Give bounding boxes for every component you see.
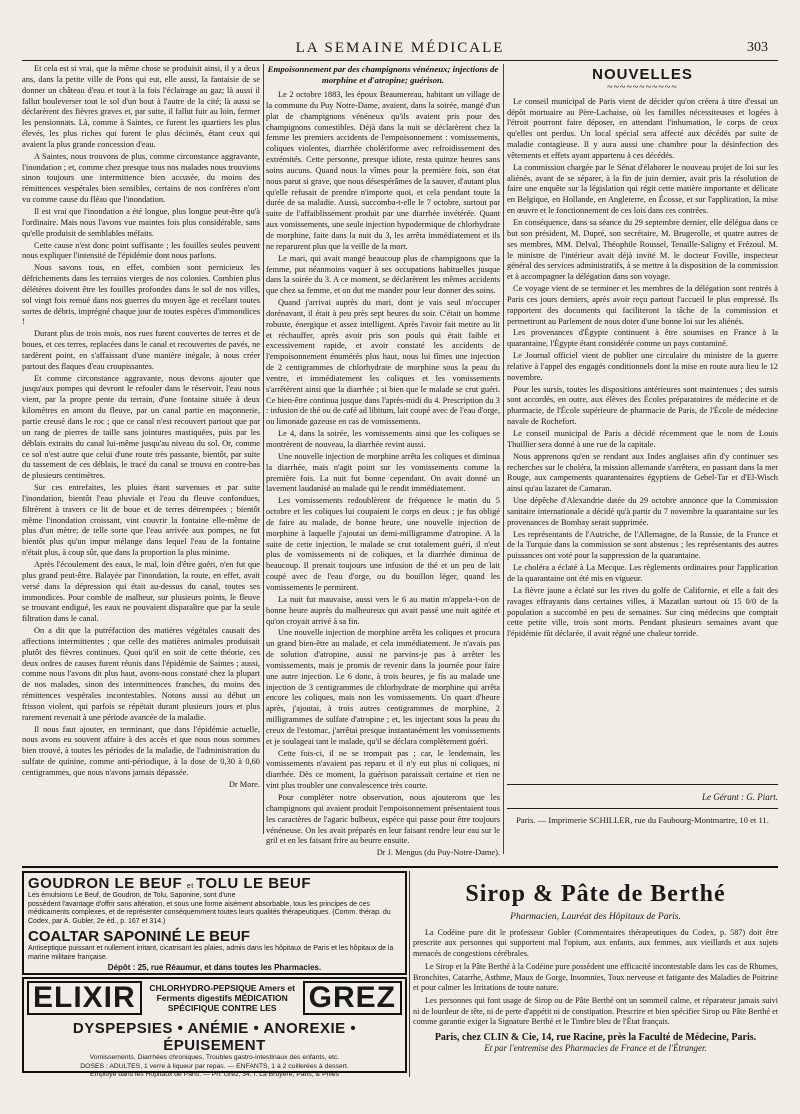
paragraph: Cette fois-ci, il ne se trompait pas ; car, le lendemain, les vomissements n'avaient pas reparu et il n'y eut plus ni coliques, ni diarrhée. Dès ce moment, la guérison paraissait certaine et rien ne vint plus troubler une convalescence très courte. <box>266 748 500 791</box>
paragraph: A Saintes, nous trouvons de plus, comme circonstance aggravante, l'inondation ; et, comme chez presque tous nos malades nous trouvions sinon toujours une intermittence bien accusée, du moins des rémittences vespérales bien sensibles, certains de nos confrères n'ont vu comme cause du fléau que l'inondation. <box>22 151 260 205</box>
ad-elixir-top <box>27 979 402 1017</box>
author-signature: Dr More. <box>228 779 260 789</box>
news-item: En conséquence, dans sa séance du 29 septembre dernier, elle délégua dans ce but son président, M. Dupré, son secrétaire, M. Brugerolle, et quatre autres de ses membres, MM. Delval, Théophile Roussel, Tenaille-Saligny et Frézoul. M. le ministre de l'intérieur avait déjà invité M. le docteur Foville, inspecteur général des services administratifs, à se mettre à la disposition de la commission et à accompagner la délégation dans son voyage. <box>507 217 778 282</box>
ad-coaltar-desc: Antiseptique puissant et nullement irritant, cicatrisant les plaies, admis dans les hôpitaux de Paris et les hôpitaux de la marine militaire française. <box>28 945 394 961</box>
news-item: Nous apprenons qu'en se rendant aux Indes anglaises afin d'y continuer ses recherches sur le choléra, la mission allemande s'arrêtera, en passant dans la mer Rouge, aux campements quarantenaires égyptiens de Gebel-Tar et d'El-Wisch ainsi qu'au lazaret de Camaran. <box>507 451 778 494</box>
ad-goudron-side: Les émulsions Le Beuf, de Goudron, de Tolu, Saponine, sont d'une <box>28 892 236 899</box>
journal-title: LA SEMAINE MÉDICALE <box>295 40 505 56</box>
news-item: La commission chargée par le Sénat d'élaborer le nouveau projet de loi sur les aliénés, avant de se séparer, à la fin de juin dernier, avait pris la résolution de faire une enquête sur la législation qui régit cette matière importante et délicate en Belgique, en Hollande, en Angleterre, en Écosse, et sur l'application, la mise en œuvre et le fonctionnement de ces lois dans ces contrées. <box>507 162 778 216</box>
news-section <box>507 64 778 780</box>
ad-grez-word: GREZ <box>303 981 402 1015</box>
ad-elixir-desc: CHLORHYDRO-PEPSIQUE Amers et Ferments digestifs MÉDICATION SPÉCIFIQUE CONTRE LES <box>149 983 295 1013</box>
column-divider-2 <box>503 64 504 854</box>
paragraph: Sur ces entrefaites, les pluies étant survenues et par suite l'inondation, bientôt l'eau pluviale et l'eau du fleuve confondues, filtrèrent à travers ce lit de boue et de terres détrempées ; bientôt même l'inondation croissant, vint couvrir la fontaine elle-même de plus d'un mètre; de telle sorte que l'eau arrivée aux pompes, ne fut bientôt plus qu'un impur mélange dans lequel l'eau de la fontaine n'était plus, à coup sûr, que dans la proportion la plus minime. <box>22 483 260 558</box>
ad-goudron-name: GOUDRON LE BEUF <box>28 875 183 892</box>
ad-goudron-depot: Dépôt : 25, rue Réaumur, et dans toutes les Pharmacies. <box>107 963 322 972</box>
ad-elixir-employ: Employé dans les Hôpitaux de Paris. — Ph. Grez, 34, r. La Bruyère, Paris, & Phies <box>90 1071 339 1078</box>
news-item: Les représentants de l'Autriche, de l'Allemagne, de la Russie, de la France et de la Turquie dans la commission se sont abstenus ; les représentants des autres puissances ont voté pour la suppression de la quarantaine. <box>507 529 778 561</box>
gerant-rule <box>507 784 778 785</box>
article-fevers-saintes <box>22 64 260 832</box>
ad-sirop-address-2: Et par l'entremise des Pharmacies de France et de l'Étranger. <box>484 1042 707 1053</box>
ad-elixir-grez <box>22 977 407 1078</box>
column-divider-1 <box>263 64 264 834</box>
ad-goudron-le-beuf <box>22 871 407 975</box>
page-header <box>0 40 800 62</box>
gerant-signature: Le Gérant : G. Piart. <box>702 792 778 802</box>
paragraph: Pour compléter notre observation, nous ajouterons que les champignons qui avaient produit l'empoisonnement présentaient tous les caractères de l'agaric bulbeux, espèce qui passe pour être toujours vénéneuse. On les avait préparés en leur faisant rendre leur eau sur le gril et en les faisant frire au beurre ensuite. <box>266 793 500 846</box>
ad-elixir-small1: Vomissements, Diarrhées chroniques, Troubles gastro-intestinaux des enfants, etc. <box>89 1054 340 1061</box>
author-signature: Dr J. Mengus (du Puy-Notre-Dame). <box>376 848 500 858</box>
paragraph: Une nouvelle injection de morphine arrêta les coliques et diminua la diarrhée, mais n'agit point sur les vomissements comme la première fois. La nuit fut bonne cependant. On avait donné un lavement laudanisé au malade qui le rendit immédiatement. <box>266 451 500 494</box>
ads-left <box>22 871 407 1077</box>
ad-sirop-paragraph: La Codéine pure dit le professeur Gubler (Commentaires thérapeutiques du Codex, p. 587) doit être prescrite aux personnes qui supportent mal l'opium, aux enfants, aux femmes, aux vieillards et aux sujets menacés de congestions cérébrales. <box>413 928 778 958</box>
news-item: Le conseil municipal de Paris vient de décider qu'on créera à titre d'essai un dépôt mortuaire au Père-Lachaise, où les familles nécessiteuses et logées à l'étroit pourront faire déposer, en attendant l'inhumation, le corps de ceux qu'elles ont perdus. Un local spécial sera affecté aux décédés par suite de maladie contagieuse. Il y aura aussi une chambre pour la désinfection des vêtements et effets ayant appartenu à ces décédés. <box>507 96 778 160</box>
paragraph: Il est vrai que l'inondation a été longue, plus longue peut-être qu'à l'ordinaire. Mais nous l'avons vue maintes fois plus considérable, sans qu'elle produisit de semblables méfaits. <box>22 206 260 238</box>
article-mushroom-poisoning <box>266 64 500 858</box>
ads-divider <box>409 871 410 1077</box>
paragraph: Après l'écoulement des eaux, le mal, loin d'être guéri, n'en fut que plus grand peut-être. Balayée par l'inondation, la route, en effet, avait versé dans la dépression qui était au-dessus du canal, toutes ses immondices. Pour comble de malheur, sur plusieurs points, le fleuve se trouvant endigué, les eaux ne pouvaient disparaître que par la seule filtration dans le canal. <box>22 559 260 624</box>
ad-sirop-text <box>413 928 778 1028</box>
news-item: Le conseil municipal de Paris a décidé récemment que le nom de Louis Thuillier sera donné à une rue de la capitale. <box>507 429 778 449</box>
ad-sirop-address: Paris, chez CLIN & Cie, 14, rue Racine, près la Faculté de Médecine, Paris. <box>434 1031 757 1043</box>
section-heading: NOUVELLES <box>592 66 693 83</box>
paragraph: On a dit que la putréfaction des matières végétales causait des affections intermittentes ; que celle des matières animales produisait plutôt des fièvres continues. Quoi qu'il en soit de cette théorie, ces deux ordres de causes furent réunis dans l'épidémie de Saintes ; aussi, comme nous l'avons dit plus haut, avons-nous constaté chez la plupart de nos malades, sinon des intermittences franches, du moins des rémittences vespérales incontestables. Notons aussi au début un frisson violent, qui parfois se répétait durant plusieurs jours et plus rarement revenait à une période avancée de la maladie. <box>22 626 260 722</box>
ad-elixir-word: ELIXIR <box>27 981 142 1015</box>
news-item: Les provenances d'Égypte continuent à être soumises en France à la quarantaine, l'Égypte étant considérée comme un pays contaminé. <box>507 328 778 349</box>
paragraph: La nuit fut mauvaise, aussi vers le 6 au matin m'appela-t-on de bonne heure auprès du malheureux qui avait passé une nuit agitée et qu'on croyait arrivé à sa fin. <box>266 594 500 626</box>
paragraph: Et cela est si vrai, que la même chose se produisit ainsi, il y a deux ans, dans la petite ville de Pons qui eut, elle aussi, la fantaisie de se donner un château d'eau et tout à la fois l'éclairage au gaz; là aussi il fallut bouleverser tout le sol d'un bout à l'autre de la cité; là aussi se déclarèrent des fièvres graves et, par suite, il fallut fuir au loin, fermer les pensionnats. Là, comme à Saintes, ce furent les quartiers les plus élevés, les plus riches qui furent le plus décimés, étant ceux qui avaient la plus grande concession d'eau. <box>22 64 260 149</box>
article-title: Empoisonnement par des champignons vénéneux; injections de morphine et d'atropine; guérison. <box>267 64 499 85</box>
ad-goudron-body: possèdent l'avantage d'offrir sans altération, et sous une forme aisément absorbable, tous les principes de ces médicaments complexes, et de représenter conséquemment toutes leurs qualités thérapeutiques. (Comm. thérap. du Codex, par A. Gubler, 2e éd., p. 167 et 314.) <box>28 900 391 925</box>
paragraph: Durant plus de trois mois, nos rues furent couvertes de terres et de boues, et ces terres, replacées dans le canal et recouvertes de pavés, ne tardèrent point, en s'affaissant d'une manière inégale, à nous créer partout des flaques d'eau croupissantes. <box>22 329 260 371</box>
ad-sirop-paragraph: Les personnes qui font usage de Sirop ou de Pâte Berthé ont un sommeil calme, et réparateur jamais suivi ni de lourdeur de tête, ni de perte d'appétit ni de constipation. Prescrire et bien spécifier Sirop ou Pâte Berthé et comme garantie exiger la Signature Berthé et le Timbre bleu de l'État français. <box>413 996 778 1027</box>
ad-sirop-title: Sirop & Pâte de Berthé <box>465 881 726 907</box>
ad-sirop-berthe <box>413 873 778 1077</box>
paragraph: Une nouvelle injection de morphine arrêta les coliques et procura un grand bien-être au malade, et cela immédiatement. Je n'avais pas de solution d'atropine, aussi ne parvins-je pas à arrêter les vomissements, mais je promis de revenir dans la journée pour faire une autre injection. Le 6 donc, à trois heures, je fis au malade une injection de 3 centigrammes de chlorhydrate de morphine qui arrêta encore les coliques, mais non les vomissements. Un quart d'heure après, j'ajoutai, à trois autres centigrammes de morphine, 2 milligrammes de sulfate d'atropine ; et, les injectant sous la peau du creux de l'estomac, j'arrêtai presque instantanément les vomissements et je soulageai tant le malade, qu'il se déclara complètement guéri. <box>266 628 500 746</box>
heading-ornament: ~~~~~~~~~~~ <box>607 81 678 93</box>
paragraph: Nous savons tous, en effet, combien sont pernicieux les défrichements dans les terrains vierges de nos colonies. Combien plus délétères doivent être les fouilles profondes dans le sol de nos villes, sol vingt fois remué dans nos guerres du moyen âge et recélant toutes sortes de débris, imprégné chaque jour de toutes espèces d'immondices ! <box>22 263 260 327</box>
news-item: La fièvre jaune a éclaté sur les rives du golfe de Californie, et elle a fait des ravages effrayants dans certaines villes, à Mazatlan surtout où 15 0/0 de la population a succombé en peu de semaines. Sur cinq médecins que comptait cette petite ville, trois sont morts. Pendant plusieurs semaines avant que l'épidémie fût déclarée, il avait régné une chaleur torride. <box>507 585 778 639</box>
ad-sirop-paragraph: Le Sirop et la Pâte Berthé à la Codéine pure possèdent une efficacité incontestable dans les cas de Rhumes, Bronchites, Catarrhe, Asthme, Maux de Gorge, Insomnies, Toux nerveuse et fatigante des Maladies de Poitrine et pour calmer les Irritations de toute nature. <box>413 962 778 993</box>
printer-imprint: Paris. — Imprimerie SCHILLER, rue du Faubourg-Montmartre, 10 et 11. <box>516 815 769 825</box>
paragraph: Quand j'arrivai auprès du mari, dont je vais seul m'occuper dorénavant, il était à peu près sept heures du soir. C'était un homme robuste, énergique et assez intelligent. Après l'avoir fait mettre au lit et réchauffer, après avoir pris son pouls qui était faible et excessivement rapide, et avoir constaté les accidents de l'empoisonnement énumérés plus haut, nous lui fîmes une injection de 2 centigrammes de chlorhydrate de morphine sous la peau du ventre, et immédiatement les coliques et les vomissements s'arrêtèrent ainsi que la diarrhée ; si bien que le malade se crut guéri. Ce bien-être continua jusque dans l'après-midi du 4. Prescription du 3 : infusion de thé ou de café ad libitum, lait coupé avec de l'eau d'orge, ou limonade gazeuse en cas de vomissements. <box>266 298 500 427</box>
paragraph: Le 2 octobre 1883, les époux Beaumereau, habitant un village de la commune du Puy Notre-Dame, avaient, dans la soirée, mangé d'un plat de champignons vénéneux qu'ils avaient pris pour des champignons comestibles. Déjà dans la nuit se déclarèrent chez la femme les premiers accidents de l'empoisonnement : vomissements, coliques violentes, diarrhée cholériforme avec refroidissement des extrémités. Cette personne, presque idiote, resta quinze heures sans soins aucuns. Quand nous la vîmes pour la première fois, son état nous parut si grave, que nous désespérâmes de la sauver, d'autant plus qu'elle refusait de prendre n'importe quoi, et cela pendant toute la durée de sa maladie. Aussi, succomba-t-elle le 7 octobre, surtout par suite de l'affaiblissement produit par une diarrhée invétérée. Quant aux vomissements, une seule injection hypodermique de chlorhydrate de morphine, faite dans la nuit du 3, les arrêta immédiatement et ils ne reparurent plus que la veille de la mort. <box>266 90 500 251</box>
paragraph: Le mari, qui avait mangé beaucoup plus de champignons que la femme, put néanmoins vaquer à ses occupations habituelles jusque dans la soirée du 3. A ce moment, se déclarèrent les mêmes accidents que chez sa femme, et on dut me mander pour leur donner des soins. <box>266 253 500 296</box>
ad-sirop-subtitle: Pharmacien, Lauréat des Hôpitaux de Paris. <box>510 912 681 922</box>
ad-elixir-doses: DOSES : ADULTES, 1 verre à liqueur par repas. — ENFANTS, 1 à 2 cuillerées à dessert. <box>80 1062 349 1070</box>
ad-tolu-name: TOLU LE BEUF <box>196 875 312 892</box>
header-rule <box>22 60 778 61</box>
news-item: Le choléra a éclaté à La Mecque. Les règlements ordinaires pour l'application de la quarantaine ont été mis en vigueur. <box>507 563 778 583</box>
news-item: Le Journal officiel vient de publier une circulaire du ministre de la guerre relative à l'appel des engagés conditionnels dont la mise en route aura lieu le 12 novembre. <box>507 351 778 382</box>
paragraph: Cette cause n'est donc point suffisante ; les fouilles seules peuvent nous expliquer l'intensité de l'épidémie dont nous parlons. <box>22 240 260 261</box>
ad-goudron-headline: GOUDRON LE BEUF et TOLU LE BEUF <box>28 875 312 892</box>
ad-coaltar-headline: COALTAR SAPONINÉ LE BEUF <box>28 928 250 945</box>
paragraph: Il nous faut ajouter, en terminant, que dans l'épidémie actuelle, nous avons eu souvent affaire à des accès et que nous nous sommes bien trouvé, à toutes les périodes de la maladie, de l'administration du sulfate de quinine, comme anti-périodique, à la dose de 0,30 à 0,60 centigrammes, que nous n'avons jamais dépassée. <box>22 724 260 777</box>
imprint-rule <box>507 808 778 809</box>
paragraph: Et comme circonstance aggravante, nous devons ajouter que jusqu'aux pompes qui devront le refouler dans le réservoir, l'eau nous vient, par la propre pente du terrain, d'une fontaine située à deux kilomètres en amont du fleuve, par un canal partie en maçonnerie, partie creusé dans le roc ; que ce canal n'est recouvert partout que par un rang de pierres de taille sans jointures mastiquées, puis par les déblais extraits du canal lui-même jusqu'au niveau du sol. Or, comme ce sol n'est autre que celui d'une route très passante, bientôt, par suite du tassement de ces déblais, le tracé du canal se trouva en contre-bas de plusieurs centimètres. <box>22 373 260 481</box>
ad-elixir-indications: DYSPEPSIES • ANÉMIE • ANOREXIE • ÉPUISEMENT <box>72 1020 357 1054</box>
news-item: Pour les sursis, toutes les dispositions antérieures sont maintenues ; des sursis sont accordés, en outre, aux élèves des Écoles préparatoires de médecine et de pharmacie, de l'École supérieure de pharmacie de Paris, de l'École de médecine navale de Rochefort. <box>507 384 778 427</box>
news-item: Une dépêche d'Alexandrie datée du 29 octobre annonce que la Commission sanitaire internationale a décidé qu'à partir du 7 novembre la quarantaine sur les provenances de Bombay serait supprimée. <box>507 496 778 527</box>
page-number: 303 <box>747 40 768 55</box>
paragraph: Le 4, dans la soirée, les vomissements ainsi que les coliques se montrèrent de nouveau, la diarrhée revint aussi. <box>266 429 500 449</box>
paragraph: Les vomissements redoublèrent de fréquence le matin du 5 octobre et les coliques lui coupaient le corps en deux ; je fus obligé de faire au malade, de bonne heure, une nouvelle injection de morphine à laquelle j'ajoutai un demi-milligramme d'atropine. A la suite de cette injection, le malade se crut totalement guéri, il n'eut plus de vomissements ni de coliques, et la diarrhée diminua de beaucoup. Il prenait toujours une infusion de thé et un peu de lait coupé avec de l'eau d'orge, ou du bouillon léger, quand les vomissements le permirent. <box>266 496 500 592</box>
news-item: Ce voyage vient de se terminer et les membres de la délégation sont rentrés à Paris ces jours derniers, après avoir reçu partout l'accueil le plus empressé. Ils rapportent des documents qui faciliteront la tâche de la commission et permettront au Parlement de nous doter d'une bonne loi sur les aliénés. <box>507 284 778 326</box>
advertising-rule <box>22 866 778 868</box>
